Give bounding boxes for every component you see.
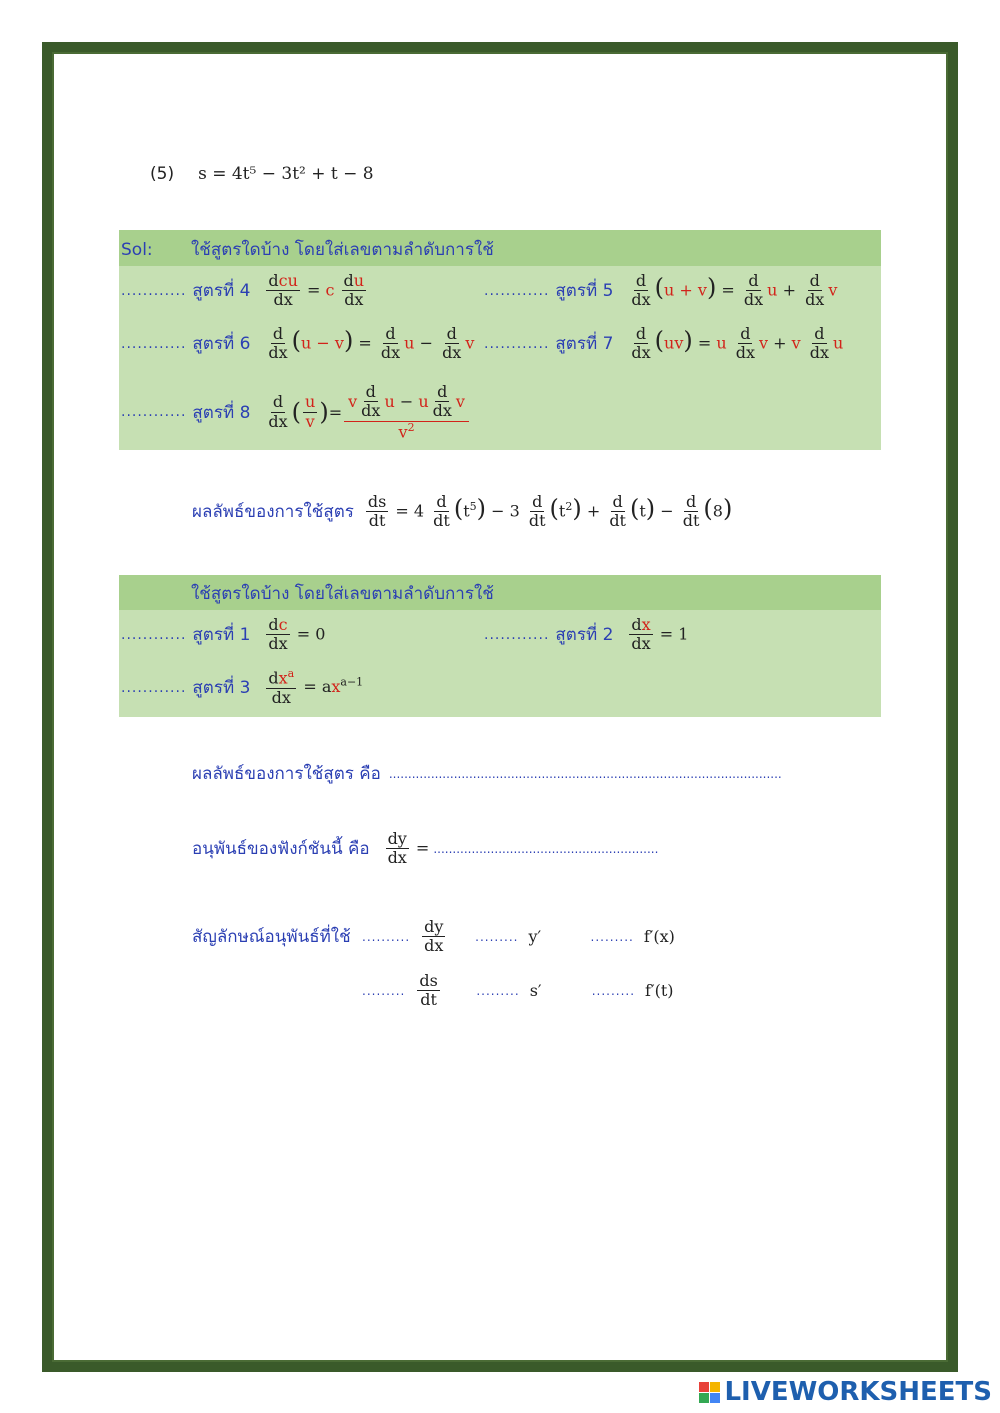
result1-row xyxy=(192,493,732,531)
formula-6-label: สูตรที่ 6 xyxy=(192,334,251,355)
section1-heading xyxy=(121,236,494,263)
formula-3-blank[interactable]: ............ xyxy=(121,679,187,696)
formula-1-label: สูตรที่ 1 xyxy=(192,625,251,646)
formula-4-label: สูตรที่ 4 xyxy=(192,281,251,302)
symbol-yprime-blank[interactable]: ......... xyxy=(475,929,519,944)
result2-row xyxy=(192,760,782,787)
formula-2-blank[interactable]: ............ xyxy=(484,626,550,643)
formula-5-blank[interactable]: ............ xyxy=(484,282,550,299)
derivative-row xyxy=(192,830,658,868)
symbol-sprime-blank[interactable]: ......... xyxy=(476,983,520,998)
derivative-label: อนุพันธ์ของฟังก์ชันนี้ คือ xyxy=(192,839,370,860)
problem-equation: s = 4t⁵ − 3t² + t − 8 xyxy=(198,164,374,184)
formula-2-expression: $\frac{dx}{dx}$ = 1 xyxy=(631,615,689,654)
formula-6-expression: $\frac{d}{dx}$ (u − v) = $\frac{d}{dx}$ u − $\frac{d}{dx}$ v xyxy=(268,324,475,363)
symbol-dsdt-blank[interactable]: ......... xyxy=(362,983,406,998)
formula-8-label: สูตรที่ 8 xyxy=(192,402,251,423)
formula-4-blank[interactable]: ............ xyxy=(121,282,187,299)
formula-7-blank[interactable]: ............ xyxy=(484,335,550,352)
formula-5-row xyxy=(484,272,837,310)
sol-label: Sol: xyxy=(121,239,153,260)
problem-number: (5) xyxy=(150,164,175,184)
section2-heading xyxy=(191,580,494,607)
formula-7-row xyxy=(484,325,843,363)
formula-5-label: สูตรที่ 5 xyxy=(555,281,614,302)
formula-6-blank[interactable]: ............ xyxy=(121,335,187,352)
formula-8-blank[interactable]: ............ xyxy=(121,404,187,421)
symbol-sprime: s′ xyxy=(529,981,542,1001)
liveworksheets-logo xyxy=(699,1377,992,1407)
symbol-fxprime-blank[interactable]: ......... xyxy=(590,929,634,944)
section1-heading-text: ใช้สูตรใดบ้าง โดยใส่เลขตามลำดับการใช้ xyxy=(191,240,494,260)
symbols-row-1 xyxy=(192,918,675,956)
formula-1-row xyxy=(121,616,325,654)
formula-7-label: สูตรที่ 7 xyxy=(555,334,614,355)
symbol-ftprime: f′(t) xyxy=(645,981,674,1001)
symbol-fxprime: f′(x) xyxy=(643,927,675,947)
formula-2-row xyxy=(484,616,688,654)
symbol-dydx-blank[interactable]: .......... xyxy=(362,929,411,944)
symbols-label: สัญลักษณ์อนุพันธ์ที่ใช้ xyxy=(192,927,351,948)
formula-5-expression: $\frac{d}{dx}$ (u + v) = $\frac{d}{dx}$ u + $\frac{d}{dx}$ v xyxy=(631,271,838,310)
result1-label: ผลลัพธ์ของการใช้สูตร xyxy=(192,502,354,523)
result2-label: ผลลัพธ์ของการใช้สูตร คือ xyxy=(192,764,381,784)
formula-1-blank[interactable]: ............ xyxy=(121,626,187,643)
symbol-yprime: y′ xyxy=(528,927,542,947)
symbol-ftprime-blank[interactable]: ......... xyxy=(591,983,636,998)
logo-text: LIVEWORKSHEETS xyxy=(724,1377,992,1407)
derivative-expression: $\frac{dy}{dx}$ = xyxy=(387,829,430,868)
derivative-blank[interactable]: ........................................................... xyxy=(433,841,659,856)
result1-expression: $\frac{ds}{dt}$ = 4 $\frac{d}{dt}$ $(t^5) - 3$ $\frac{d}{dt}$ $(t^2)$ + $\frac{d}{dt}$ (t) − $\frac{d}{dt}$ (8) xyxy=(367,492,733,531)
symbol-dsdt: $\frac{ds}{dt}$ xyxy=(419,971,438,1010)
symbols-row-2 xyxy=(362,972,674,1010)
formula-4-row xyxy=(121,272,368,310)
formula-7-expression: $\frac{d}{dx}$ (uv) = u $\frac{d}{dx}$ v + v $\frac{d}{dx}$ u xyxy=(631,324,844,363)
formula-2-label: สูตรที่ 2 xyxy=(555,625,614,646)
formula-3-expression: $\frac{dx^a}{dx}$ = $ax^{a-1}$ xyxy=(268,667,364,707)
section2-heading-text: ใช้สูตรใดบ้าง โดยใส่เลขตามลำดับการใช้ xyxy=(191,584,494,604)
formula-8-expression: $\frac{d}{dx}$ ( $\frac{u}{v}$ ) = v $\frac{d}{dx}$ u − u $\frac{d}{dx}$ v $v^2$ xyxy=(264,383,471,442)
logo-blocks-icon xyxy=(699,1382,720,1403)
formula-6-row xyxy=(121,325,474,363)
formula-3-label: สูตรที่ 3 xyxy=(192,678,251,699)
formula-4-expression: $\frac{\text{dcu}}{dx}$ = c $\frac{du}{dx}$ xyxy=(268,271,365,310)
problem-statement xyxy=(150,164,374,184)
formula-1-expression: $\frac{dc}{dx}$ = 0 xyxy=(268,615,326,654)
formula-8-row xyxy=(121,383,471,442)
symbol-dydx: $\frac{dy}{dx}$ xyxy=(424,917,444,956)
formula-3-row xyxy=(121,668,363,707)
result2-blank[interactable]: ....................................................................................................... xyxy=(388,766,782,781)
